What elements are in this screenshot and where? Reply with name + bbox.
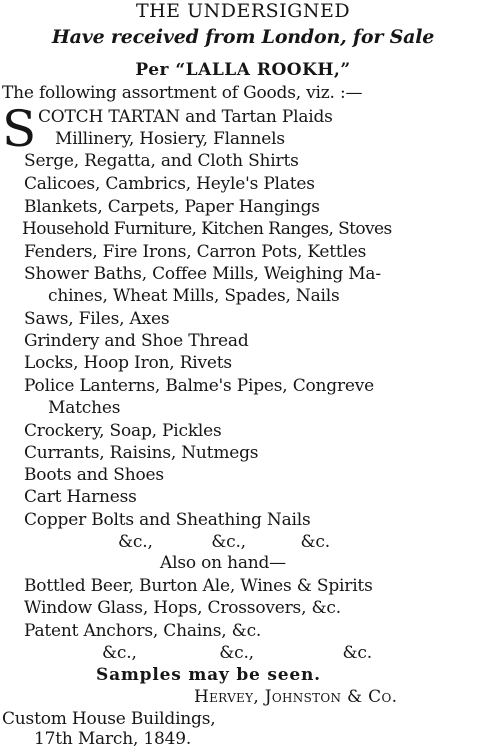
- goods-item: COTCH TARTAN and Tartan Plaids: [38, 107, 333, 127]
- also-on-hand: Also on hand—: [160, 553, 286, 573]
- goods-item: Window Glass, Hops, Crossovers, &c.: [24, 598, 341, 618]
- signature: Hervey, Johnston & Co.: [194, 687, 398, 707]
- goods-item: chines, Wheat Mills, Spades, Nails: [48, 286, 340, 306]
- goods-item: Household Furniture, Kitchen Ranges, Stoves: [22, 219, 392, 239]
- drop-cap: S: [2, 100, 37, 158]
- goods-item: Boots and Shoes: [24, 465, 164, 485]
- goods-item: Calicoes, Cambrics, Heyle's Plates: [24, 174, 315, 194]
- goods-item: Blankets, Carpets, Paper Hangings: [24, 197, 320, 217]
- goods-item: Saws, Files, Axes: [24, 309, 170, 329]
- goods-item: Fenders, Fire Irons, Carron Pots, Kettles: [24, 242, 367, 262]
- intro-line: The following assortment of Goods, viz. :—: [2, 83, 363, 103]
- etc-item: &c.,: [118, 532, 153, 552]
- ad-subtitle: Have received from London, for Sale: [51, 26, 435, 48]
- goods-item: Copper Bolts and Sheathing Nails: [24, 510, 311, 530]
- goods-item: Bottled Beer, Burton Ale, Wines & Spirits: [24, 576, 373, 596]
- etc-line: [102, 642, 372, 664]
- goods-item: Serge, Regatta, and Cloth Shirts: [24, 151, 299, 171]
- etc-item: &c.: [300, 532, 330, 552]
- etc-item: &c.: [342, 643, 372, 663]
- goods-item: Currants, Raisins, Nutmegs: [24, 443, 259, 463]
- ad-title: THE UNDERSIGNED: [135, 0, 351, 22]
- goods-item: Millinery, Hosiery, Flannels: [55, 129, 285, 149]
- ship-name: Per “LALLA ROOKH,”: [135, 60, 351, 80]
- goods-item: Matches: [48, 398, 121, 418]
- etc-item: &c.,: [211, 532, 246, 552]
- goods-item: Locks, Hoop Iron, Rivets: [24, 353, 232, 373]
- etc-item: &c.,: [102, 643, 137, 663]
- samples-note: Samples may be seen.: [96, 665, 321, 685]
- etc-line: [118, 531, 330, 553]
- goods-item: Cart Harness: [24, 487, 137, 507]
- goods-item: Police Lanterns, Balme's Pipes, Congreve: [24, 376, 375, 396]
- address: Custom House Buildings,: [2, 709, 216, 729]
- goods-item: Patent Anchors, Chains, &c.: [24, 621, 262, 641]
- goods-item: Crockery, Soap, Pickles: [24, 421, 222, 441]
- goods-item: Shower Baths, Coffee Mills, Weighing Ma-: [24, 264, 381, 284]
- goods-item: Grindery and Shoe Thread: [24, 331, 249, 351]
- date: 17th March, 1849.: [34, 729, 192, 749]
- etc-item: &c.,: [219, 643, 254, 663]
